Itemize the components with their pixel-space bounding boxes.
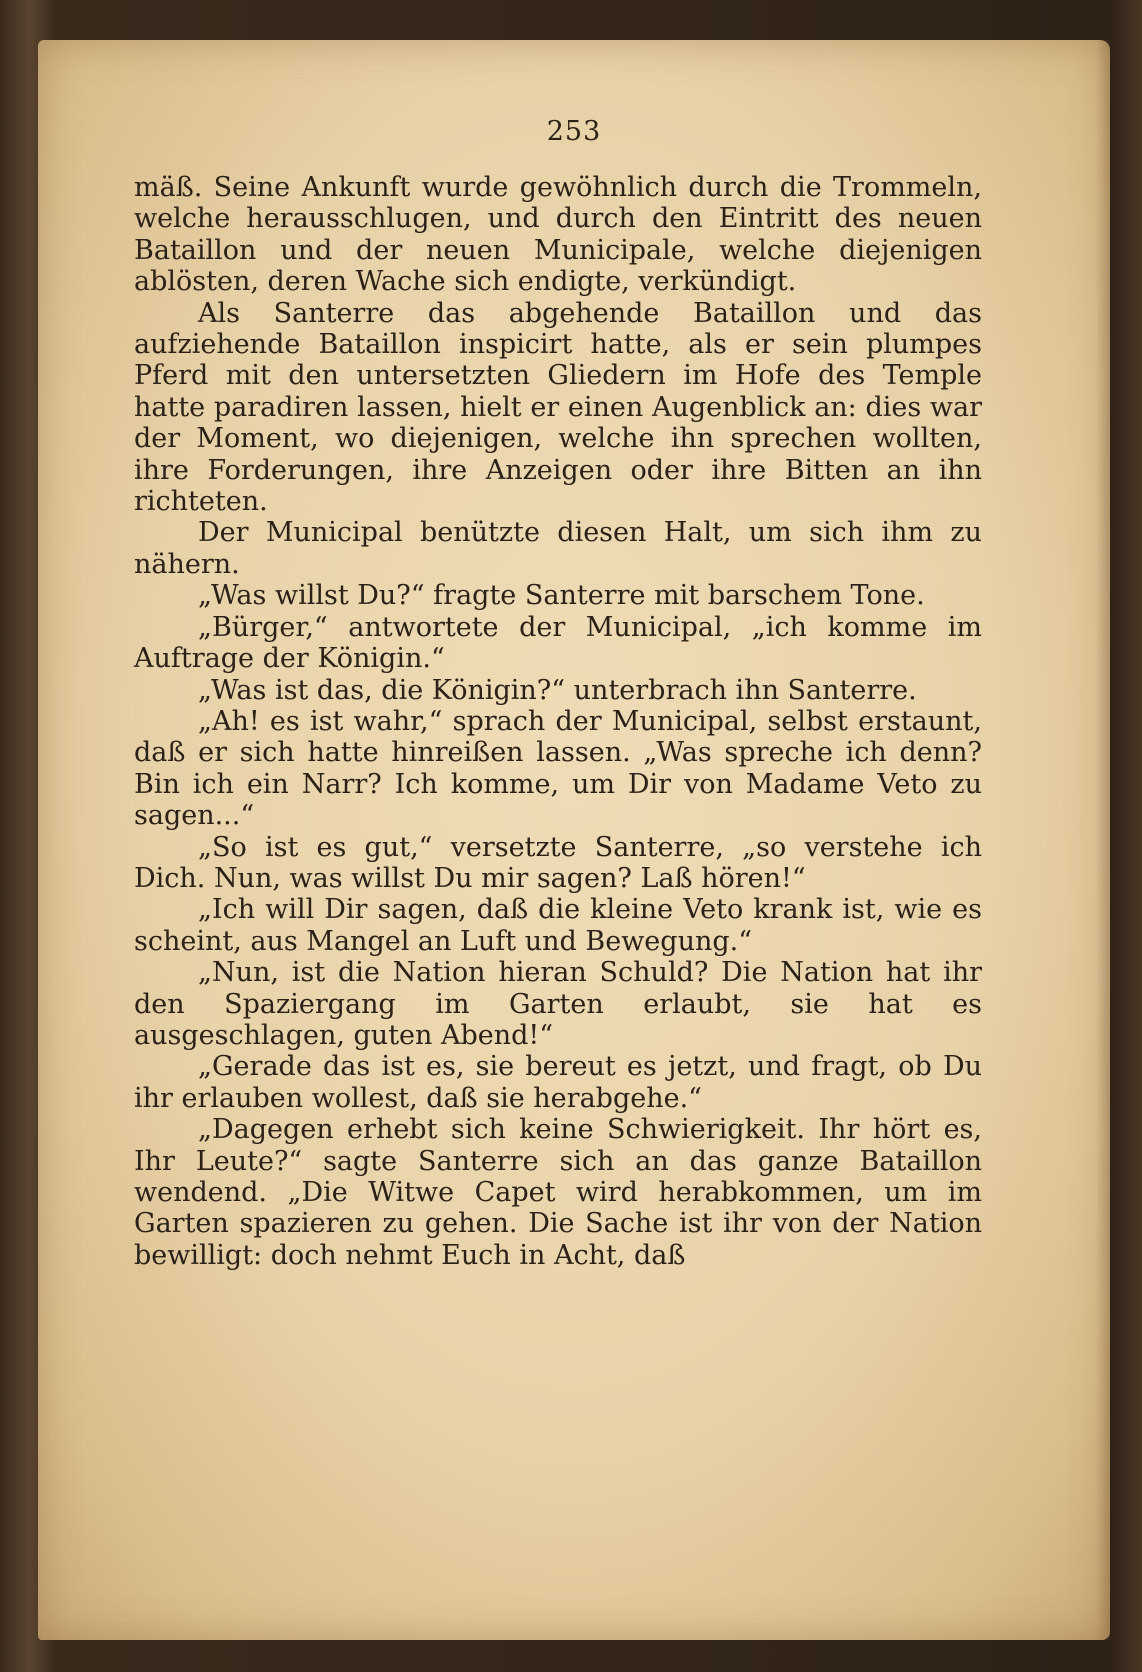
body-text [134,172,982,1271]
paragraph: „So ist es gut,“ versetzte Santerre, „so verstehe ich Dich. Nun, was willst Du mir sagen? Laß hören!“ [134,831,982,894]
paragraph: „Bürger,“ antwortete der Municipal, „ich komme im Auftrage der Königin.“ [134,611,982,675]
paragraph: „Ah! es ist wahr,“ sprach der Municipal, selbst erstaunt, daß er sich hatte hinreißen lassen. „Was spreche ich denn? Bin ich ein Narr? Ich komme, um Dir von Madame Veto zu sagen...“ [134,705,982,832]
page-edge-shadow [1096,40,1110,1640]
paragraph: „Ich will Dir sagen, daß die kleine Veto krank ist, wie es scheint, aus Mangel an Luft und Bewegung.“ [134,894,982,957]
paragraph: Der Municipal benützte diesen Halt, um sich ihm zu nähern. [134,517,982,580]
paragraph: mäß. Seine Ankunft wurde gewöhnlich durch die Trommeln, welche herausschlugen, und durch den Eintritt des neuen Bataillon und der neuen Municipale, welche diejenigen ablösten, deren Wache sich endigte, verkündigt. [134,172,982,298]
book-page [38,40,1110,1640]
paragraph: Als Santerre das abgehende Bataillon und das aufziehende Bataillon inspicirt hatte, als er sein plumpes Pferd mit den untersetzten Gliedern im Hofe des Temple hatte paradiren lassen, hielt er einen Augenblick an: dies war der Moment, wo diejenigen, welche ihn sprechen wollten, ihre Forderungen, ihre Anzeigen oder ihre Bitten an ihn richteten. [134,297,982,518]
paragraph: „Was willst Du?“ fragte Santerre mit barschem Tone. [198,580,925,612]
paragraph: „Was ist das, die Königin?“ unterbrach ihn Santerre. [198,674,917,706]
paragraph: „Dagegen erhebt sich keine Schwierigkeit. Ihr hört es, Ihr Leute?“ sagte Santerre sich an das ganze Bataillon wendend. „Die Witwe Capet wird herabkommen, um im Garten spazieren zu gehen. Die Sache ist ihr von der Nation bewilligt: doch nehmt Euch in Acht, daß [134,1114,982,1271]
paragraph: „Gerade das ist es, sie bereut es jetzt, und fragt, ob Du ihr erlauben wollest, daß sie herabgehe.“ [134,1051,982,1114]
paragraph: „Nun, ist die Nation hieran Schuld? Die Nation hat ihr den Spaziergang im Garten erlaubt, sie hat es ausgeschlagen, guten Abend!“ [134,957,982,1051]
page-number: 253 [546,116,602,147]
